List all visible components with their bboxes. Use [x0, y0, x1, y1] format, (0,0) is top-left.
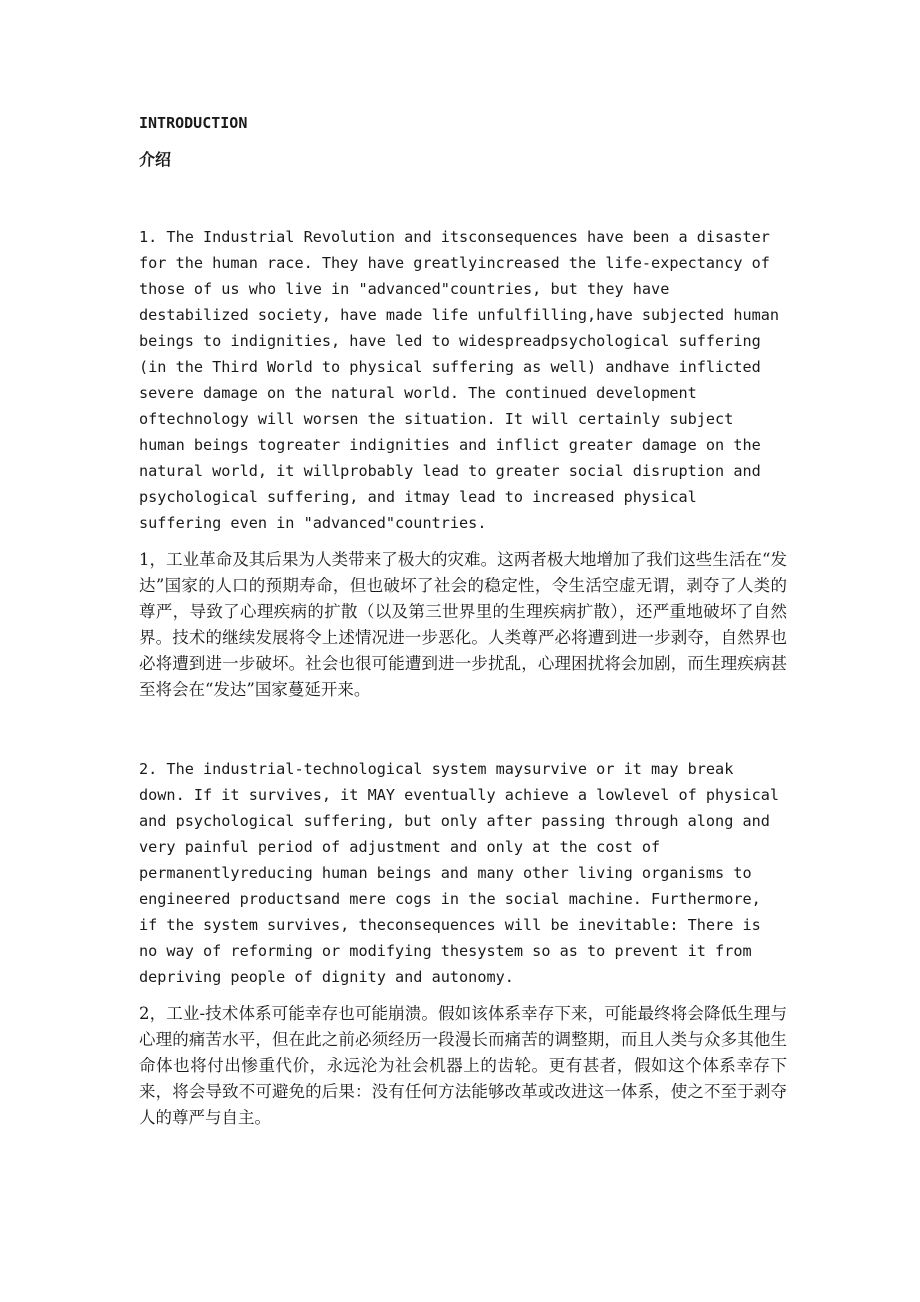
paragraph-1-chinese: 1，工业革命及其后果为人类带来了极大的灾难。这两者极大地增加了我们这些生活在“发达”国家的人口的预期寿命，但也破坏了社会的稳定性，令生活空虚无谓，剥夺了人类的尊严，导致了心理疾病的扩散（以及第三世界里的生理疾病扩散），还严重地破坏了自然界。技术的继续发展将令上述情况进一步恶化。人类尊严必将遭到进一步剥夺，自然界也必将遭到进一步破坏。社会也很可能遭到进一步扰乱，心理困扰将会加剧，而生理疾病甚至将会在“发达”国家蔓延开来。: [139, 550, 787, 699]
document-page: [139, 112, 787, 1131]
paragraph-2-english: 2. The industrial-technological system maysurvive or it may break down. If it survives, it MAY eventually achieve a lowlevel of physical and psychological suffering, but only after passing through along and very painful period of adjustment and only at the cost of permanentlyreducing human beings and many other living organisms to engineered productsand mere cogs in the social machine. Furthermore, if the system survives, theconsequences will be inevitable: There is no way of reforming or modifying thesystem so as to prevent it from depriving people of dignity and autonomy.: [139, 760, 780, 986]
paragraph-2-chinese: 2，工业-技术体系可能幸存也可能崩溃。假如该体系幸存下来，可能最终将会降低生理与心理的痛苦水平，但在此之前必须经历一段漫长而痛苦的调整期，而且人类与众多其他生命体也将付出惨重代价，永远沦为社会机器上的齿轮。更有甚者，假如这个体系幸存下来，将会导致不可避免的后果：没有任何方法能够改革或改进这一体系，使之不至于剥夺人的尊严与自主。: [139, 1004, 787, 1127]
paragraph-1-english: 1. The Industrial Revolution and itsconsequences have been a disaster for the human race. They have greatlyincreased the life-expectancy of those of us who live in "advanced"countries, but they have destabilized society, have made life unfulfilling,have subjected human beings to indignities, have led to widespreadpsychological suffering (in the Third World to physical suffering as well) andhave inflicted severe damage on the natural world. The continued development oftechnology will worsen the situation. It will certainly subject human beings togreater indignities and inflict greater damage on the natural world, it willprobably lead to greater social disruption and psychological suffering, and itmay lead to increased physical suffering even in "advanced"countries.: [139, 228, 780, 532]
heading-english: INTRODUCTION: [139, 114, 248, 132]
heading-chinese: 介绍: [139, 150, 172, 169]
